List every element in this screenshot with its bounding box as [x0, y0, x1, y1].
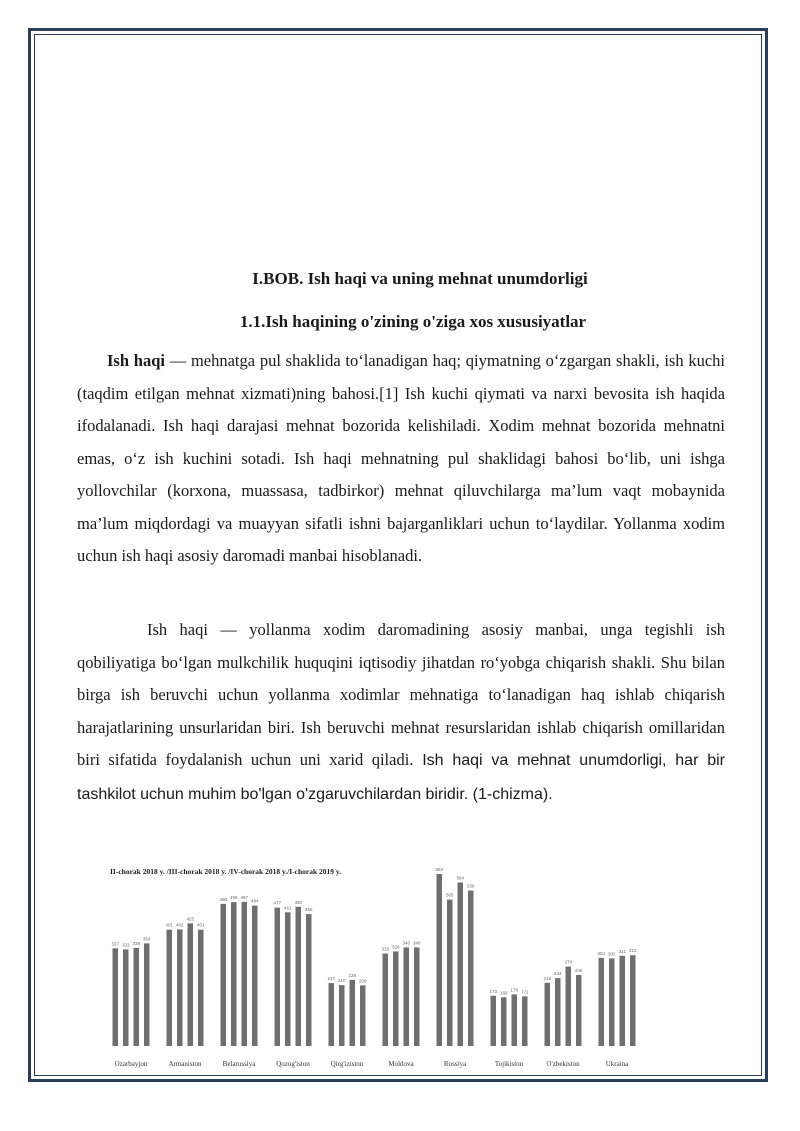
- chart-title: II-chorak 2018 y. /III-chorak 2018 y. /IV-chorak 2018 y./I-chorak 2019 y.: [110, 867, 342, 876]
- bar-1-0: [167, 930, 173, 1046]
- bar-label-9-1: 302: [607, 951, 616, 957]
- bar-label-2-1: 496: [229, 895, 238, 901]
- bar-8-2: [566, 967, 572, 1046]
- bar-4-0: [329, 983, 335, 1046]
- bar-label-5-0: 319: [381, 946, 390, 952]
- bar-2-1: [231, 902, 237, 1046]
- bar-4-1: [339, 985, 345, 1046]
- bar-7-0: [491, 996, 497, 1046]
- bar-3-3: [306, 914, 312, 1046]
- bar-label-0-2: 338: [132, 940, 141, 946]
- bar-8-1: [555, 978, 561, 1046]
- category-label-4: Qirg'iziston: [330, 1060, 364, 1068]
- bar-4-2: [350, 980, 356, 1046]
- bar-label-8-3: 245: [574, 967, 583, 973]
- bar-1-1: [177, 929, 183, 1046]
- bar-label-3-3: 455: [304, 907, 313, 913]
- bar-label-8-1: 234: [553, 971, 562, 977]
- category-label-6: Rossiya: [443, 1060, 467, 1068]
- bar-4-3: [360, 985, 366, 1046]
- bar-label-8-0: 218: [543, 975, 552, 981]
- bar-label-3-0: 477: [273, 900, 282, 906]
- bar-label-5-3: 340: [412, 940, 421, 946]
- term-ish-haqi: Ish haqi: [107, 351, 165, 370]
- bar-label-1-3: 401: [196, 922, 205, 928]
- bar-label-6-1: 505: [445, 892, 454, 898]
- bar-label-0-0: 337: [111, 941, 120, 947]
- bar-label-9-2: 311: [618, 948, 626, 954]
- bar-label-9-3: 313: [628, 948, 637, 954]
- bar-label-4-0: 217: [327, 976, 336, 982]
- wage-bar-chart: [104, 862, 644, 1074]
- bar-3-1: [285, 912, 291, 1046]
- bar-label-2-3: 484: [250, 898, 259, 904]
- bar-label-1-0: 401: [165, 922, 174, 928]
- bar-label-5-2: 340: [402, 940, 411, 946]
- category-label-5: Moldova: [388, 1060, 414, 1068]
- bar-label-7-1: 168: [499, 990, 508, 996]
- bar-label-4-3: 209: [358, 978, 367, 984]
- category-label-7: Tojikiston: [494, 1060, 524, 1068]
- bar-3-0: [275, 908, 281, 1046]
- category-label-1: Armaniston: [168, 1060, 202, 1068]
- bar-6-0: [437, 874, 443, 1046]
- bar-0-0: [113, 948, 119, 1046]
- category-label-2: Belarussiya: [222, 1060, 256, 1068]
- bar-0-2: [134, 948, 140, 1046]
- bar-label-6-3: 536: [466, 883, 475, 889]
- bar-label-3-2: 480: [294, 899, 303, 905]
- bar-9-2: [620, 956, 626, 1046]
- bar-0-3: [144, 943, 150, 1046]
- bar-label-8-2: 274: [564, 959, 573, 965]
- category-label-0: Ozarbayjon: [114, 1060, 148, 1068]
- bar-2-2: [242, 902, 248, 1046]
- paragraph-2: [77, 614, 725, 811]
- bar-label-9-0: 304: [597, 950, 606, 956]
- bar-9-1: [609, 958, 615, 1046]
- bar-2-0: [221, 904, 227, 1046]
- bar-label-3-1: 461: [283, 905, 292, 911]
- bar-label-0-3: 354: [142, 936, 151, 942]
- bar-7-1: [501, 997, 507, 1046]
- bar-9-0: [599, 958, 605, 1046]
- bar-label-7-0: 173: [489, 988, 498, 994]
- bar-label-1-1: 402: [175, 922, 184, 928]
- bar-label-7-3: 171: [520, 989, 529, 995]
- bar-label-1-2: 423: [186, 916, 195, 922]
- paragraph-2-text: Ish haqi — yollanma xodim daromadining asosiy manbai, unga tegishli ish qobiliyatiga bo‘lgan mulkchilik huquqini iqtisodiy jihatdan ro‘yobga chiqarish shakli. Shu bilan birga ish beruvchi uchun yollanma xodimlar mehnatiga to‘lanadigan haq ishlab chiqarish harajatlarining unsurlaridan biri. Ish beruvchi mehnat resurslaridan ishlab chiqarish omillaridan biri sifatida foydalanish uchun uni xarid qiladi.: [77, 620, 725, 769]
- bar-8-3: [576, 975, 582, 1046]
- bar-5-1: [393, 951, 399, 1046]
- bar-0-1: [123, 949, 129, 1046]
- category-label-9: Ukraina: [605, 1060, 629, 1068]
- chapter-heading: I.BOB. Ish haqi va uning mehnat unumdorligi: [252, 269, 588, 288]
- category-label-8: O'zbekiston: [546, 1060, 580, 1068]
- paragraph-2-tail: Ish haqi va mehnat unumdorligi, har bir tashkilot uchun muhim bo'lgan o'zgaruvchilardan biridir. (1-chizma).: [77, 752, 725, 803]
- section-heading: 1.1.Ish haqining o'zining o'ziga xos xususiyatlar: [239, 312, 587, 331]
- bar-6-3: [468, 891, 474, 1046]
- bar-1-2: [188, 923, 194, 1046]
- bar-8-0: [545, 983, 551, 1046]
- bar-5-2: [404, 947, 410, 1046]
- bar-label-7-2: 178: [510, 987, 519, 993]
- bar-5-3: [414, 947, 420, 1046]
- bar-label-0-1: 333: [121, 942, 130, 948]
- bar-label-2-0: 490: [219, 896, 228, 902]
- paragraph-1: [77, 345, 725, 573]
- category-label-3: Qozog'iston: [276, 1060, 310, 1068]
- bar-label-2-2: 497: [240, 894, 249, 900]
- bar-6-2: [458, 882, 464, 1046]
- bar-1-3: [198, 930, 204, 1046]
- bar-label-5-1: 326: [391, 944, 400, 950]
- bar-3-2: [296, 907, 302, 1046]
- bar-2-3: [252, 906, 258, 1046]
- bar-5-0: [383, 953, 389, 1046]
- bar-7-2: [512, 994, 518, 1046]
- bar-label-6-2: 564: [456, 875, 465, 881]
- paragraph-1-text: — mehnatga pul shaklida to‘lanadigan haq; qiymatning o‘zgargan shakli, ish kuchi (taqdim etilgan mehnat xizmati)ning bahosi.[1] Ish kuchi qiymati va narxi bevosita ish haqida ifodalanadi. Ish haqi darajasi mehnat bozorida kelishiladi. Xodim mehnat bozorida mehnatni emas, o‘z ish kuchini sotadi. Ish haqi mehnatning pul shaklidagi bahosi bo‘lib, uni ishga yollovchilar (korxona, muassasa, tadbirkor) mehnat qiluvchilarga ma’lum vaqt mobaynida ma’lum miqdordagi va muayyan sifatli ishni bajarganliklari uchun to‘laydilar. Yollanma xodim uchun ish haqi asosiy daromadi manbai hisoblanadi.: [77, 351, 725, 565]
- bar-9-3: [630, 955, 636, 1046]
- bar-7-3: [522, 996, 528, 1046]
- bar-label-4-1: 210: [337, 978, 346, 984]
- bar-label-6-0: 593: [435, 867, 444, 873]
- bar-6-1: [447, 900, 453, 1046]
- bar-label-4-2: 228: [348, 972, 357, 978]
